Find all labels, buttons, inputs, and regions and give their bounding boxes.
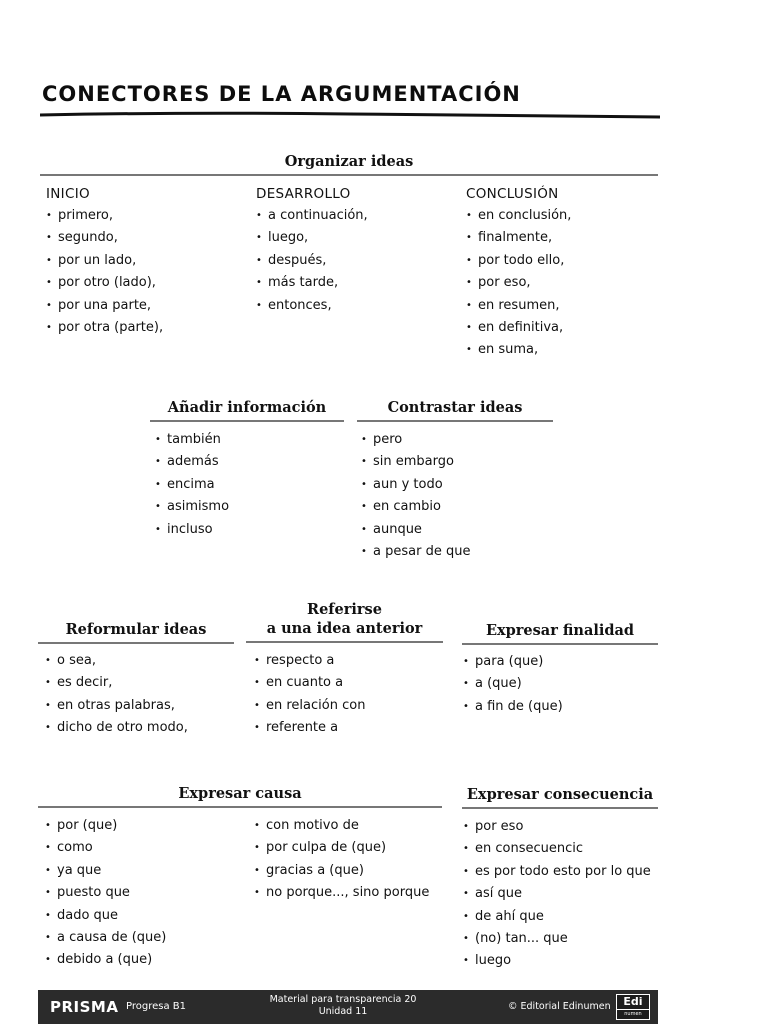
column-head-inicio: INICIO (46, 186, 90, 202)
heading-expresar-causa: Expresar causa (38, 784, 442, 808)
heading-referirse-line2: a una idea anterior (266, 620, 423, 637)
list-item: • así que (463, 883, 651, 905)
list-item: • por otro (lado), (46, 272, 163, 294)
list-anadir (155, 429, 229, 541)
list-item: • a pesar de que (361, 541, 470, 563)
list-item: • aun y todo (361, 474, 470, 496)
heading-referirse (246, 600, 443, 643)
list-referirse (254, 650, 365, 740)
title-underline (40, 108, 660, 122)
list-item: • respecto a (254, 650, 365, 672)
publisher-logo-bottom: numen (617, 1009, 649, 1018)
heading-reformular-ideas: Reformular ideas (38, 620, 234, 644)
list-item: • en suma, (466, 339, 571, 361)
footer-brand: PRISMA (50, 998, 119, 1016)
list-item: • (no) tan... que (463, 928, 651, 950)
list-item: • o sea, (45, 650, 188, 672)
list-consecuencia (463, 816, 651, 973)
list-item: • en consecuencic (463, 838, 651, 860)
list-item: • más tarde, (256, 272, 368, 294)
list-item: • debido a (que) (45, 949, 166, 971)
list-item: • por (que) (45, 815, 166, 837)
list-item: • después, (256, 250, 368, 272)
list-item: • luego (463, 950, 651, 972)
column-head-desarrollo: DESARROLLO (256, 186, 351, 202)
list-item: • además (155, 451, 229, 473)
list-item: • finalmente, (466, 227, 571, 249)
list-item: • en otras palabras, (45, 695, 188, 717)
list-item: • por una parte, (46, 295, 163, 317)
list-item: • a fin de (que) (463, 696, 563, 718)
list-item: • por todo ello, (466, 250, 571, 272)
list-item: • a causa de (que) (45, 927, 166, 949)
list-contrastar (361, 429, 470, 563)
publisher-logo-top: Edi (623, 995, 643, 1008)
list-item: • luego, (256, 227, 368, 249)
list-item: • con motivo de (254, 815, 429, 837)
list-item: • ya que (45, 860, 166, 882)
list-item: • por un lado, (46, 250, 163, 272)
list-item: • por otra (parte), (46, 317, 163, 339)
list-item: • a (que) (463, 673, 563, 695)
heading-organizar-ideas: Organizar ideas (40, 152, 658, 176)
list-causa-left (45, 815, 166, 972)
list-causa-right (254, 815, 429, 905)
heading-contrastar-ideas: Contrastar ideas (357, 398, 553, 422)
list-item: • sin embargo (361, 451, 470, 473)
list-item: • encima (155, 474, 229, 496)
footer-material-line2: Unidad 11 (318, 1006, 368, 1017)
list-inicio (46, 205, 163, 339)
list-item: • por culpa de (que) (254, 837, 429, 859)
list-item: • para (que) (463, 651, 563, 673)
list-item: • en cambio (361, 496, 470, 518)
list-item: • primero, (46, 205, 163, 227)
list-item: • por eso, (466, 272, 571, 294)
list-reformular (45, 650, 188, 740)
list-item: • a continuación, (256, 205, 368, 227)
footer-material (228, 994, 458, 1018)
list-item: • en cuanto a (254, 672, 365, 694)
list-item: • referente a (254, 717, 365, 739)
list-item: • segundo, (46, 227, 163, 249)
list-item: • aunque (361, 519, 470, 541)
footer-copyright: © Editorial Edinumen (508, 1001, 611, 1012)
footer-level: Progresa B1 (126, 1001, 186, 1012)
heading-referirse-line1: Referirse (307, 601, 382, 618)
list-item: • incluso (155, 519, 229, 541)
heading-anadir-informacion: Añadir información (150, 398, 344, 422)
list-item: • en resumen, (466, 295, 571, 317)
footer-bar (38, 990, 658, 1024)
list-item: • dado que (45, 905, 166, 927)
list-item: • en definitiva, (466, 317, 571, 339)
footer-material-line1: Material para transparencia 20 (269, 994, 417, 1005)
list-item: • como (45, 837, 166, 859)
list-item: • puesto que (45, 882, 166, 904)
list-item: • en relación con (254, 695, 365, 717)
column-head-conclusion: CONCLUSIÓN (466, 186, 559, 202)
list-item: • no porque..., sino porque (254, 882, 429, 904)
list-conclusion (466, 205, 571, 362)
list-item: • es por todo esto por lo que (463, 861, 651, 883)
list-item: • asimismo (155, 496, 229, 518)
list-finalidad (463, 651, 563, 718)
heading-expresar-consecuencia: Expresar consecuencia (462, 785, 658, 809)
list-item: • dicho de otro modo, (45, 717, 188, 739)
publisher-logo (616, 994, 650, 1020)
page-title: CONECTORES DE LA ARGUMENTACIÓN (42, 82, 521, 106)
list-item: • también (155, 429, 229, 451)
list-item: • entonces, (256, 295, 368, 317)
heading-expresar-finalidad: Expresar finalidad (462, 621, 658, 645)
list-desarrollo (256, 205, 368, 317)
list-item: • pero (361, 429, 470, 451)
list-item: • gracias a (que) (254, 860, 429, 882)
list-item: • es decir, (45, 672, 188, 694)
list-item: • de ahí que (463, 906, 651, 928)
list-item: • por eso (463, 816, 651, 838)
list-item: • en conclusión, (466, 205, 571, 227)
